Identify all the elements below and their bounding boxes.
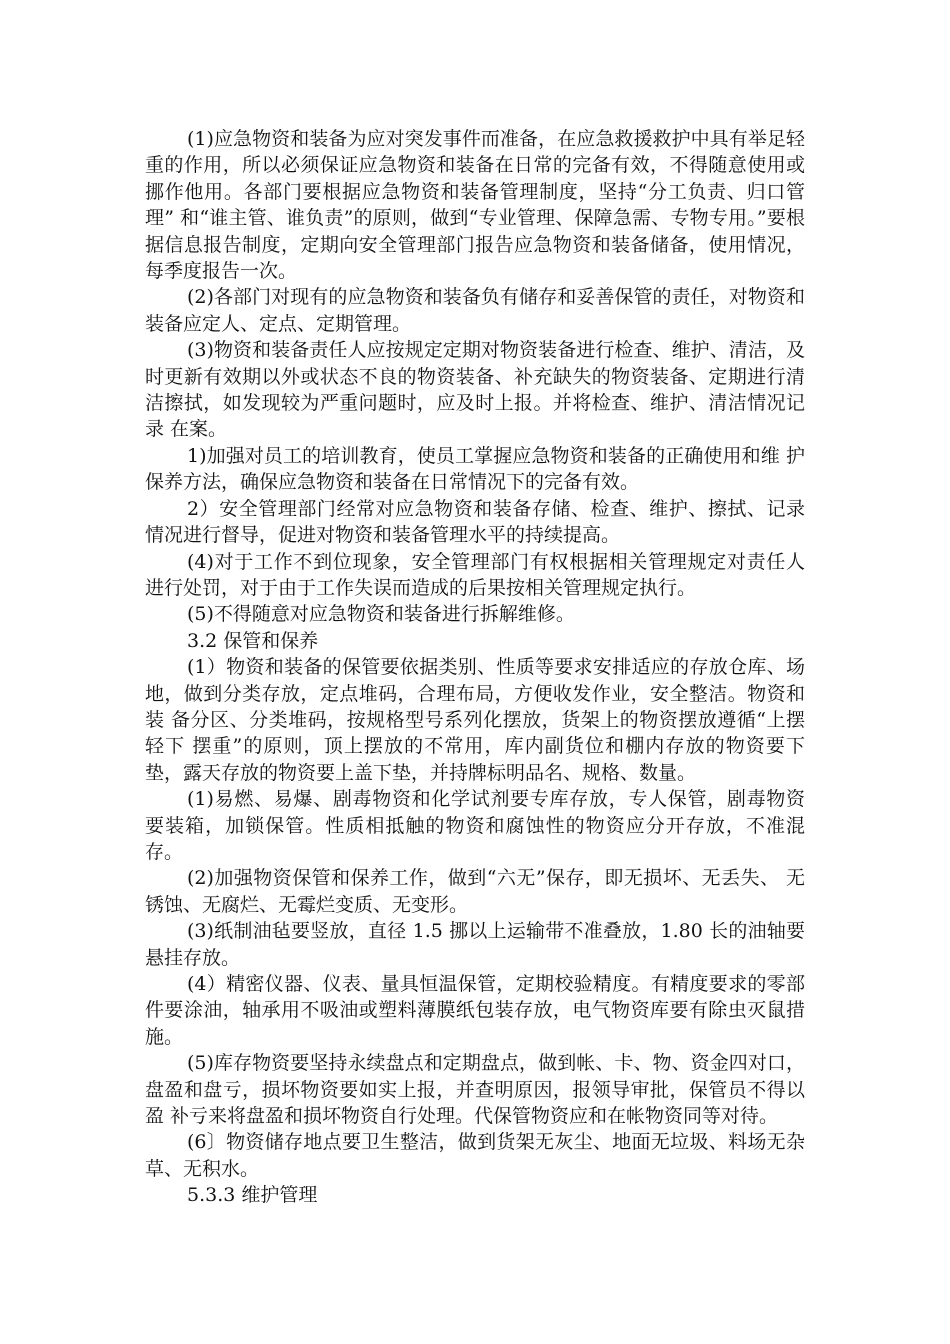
paragraph-13: (4）精密仪器、仪表、量具恒温保管，定期校验精度。有精度要求的零部件要涂油，轴承用不吸油或塑料薄膜纸包装存放，电气物资库要有除虫灭鼠措施。 — [145, 973, 805, 1048]
paragraph-3: (3)物资和装备责任人应按规定定期对物资装备进行检查、维护、清洁，及时更新有效期以外或状态不良的物资装备、补充缺失的物资装备、定期进行清 洁擦拭，如发现较为严重问题时，应及时上报。并将检查、维护、清洁情况记录 在案。 — [145, 339, 805, 441]
paragraph-12: (3)纸制油毡要竖放，直径 1.5 挪以上运输带不准叠放，1.80 长的油轴要悬挂存放。 — [145, 920, 805, 969]
section-heading-3-2: 3.2 保管和保养 — [187, 629, 319, 652]
paragraph-14: (5)库存物资要坚持永续盘点和定期盘点，做到帐、卡、物、资金四对口，盘盈和盘亏，损坏物资要如实上报，并查明原因，报领导审批，保管员不得以盈 补亏来将盘盈和损坏物资自行处理。代保管物资应和在帐物资同等对待。 — [145, 1052, 805, 1128]
paragraph-9: (1）物资和装备的保管要依据类别、性质等要求安排适应的存放仓库、场 地，做到分类存放，定点堆码，合理布局，方便收发作业，安全整洁。物资和装 备分区、分类堆码，按规格型号系列化摆放，货架上的物资摆放遵循“上摆轻下 摆重”的原则，顶上摆放的不常用，库内副货位和棚内存放的物资要下垫，露天存放的物资要上盖下垫，并持牌标明品名、规格、数量。 — [145, 656, 805, 784]
paragraph-1: (1)应急物资和装备为应对突发事件而准备，在应急救援救护中具有举足轻重的作用，所以必须保证应急物资和装备在日常的完备有效，不得随意使用或挪作他用。各部门要根据应急物资和装备管理制度，坚持“分工负责、归口管理” 和“谁主管、谁负责”的原则，做到“专业管理、保障急需、专物专用。”要根据信息报告制度，定期向安全管理部门报告应急物资和装备储备，使用情况，每季度报告一次。 — [145, 128, 805, 283]
document-body — [145, 126, 805, 1209]
paragraph-5: 2）安全管理部门经常对应急物资和装备存储、检查、维护、擦拭、记录 情况进行督导，促进对物资和装备管理水平的持续提高。 — [145, 497, 805, 547]
paragraph-15: (6〕物资储存地点要卫生整洁，做到货架无灰尘、地面无垃圾、料场无杂 草、无积水。 — [145, 1131, 805, 1180]
paragraph-4: 1)加强对员工的培训教育，使员工掌握应急物资和装备的正确使用和维 护保养方法，确保应急物资和装备在日常情况下的完备有效。 — [145, 444, 805, 494]
paragraph-10: (1)易燃、易爆、剧毒物资和化学试剂要专库存放，专人保管，剧毒物资 要装箱，加锁保管。性质相抵触的物资和腐蚀性的物资应分开存放，不准混存。 — [145, 788, 805, 863]
paragraph-7: (5)不得随意对应急物资和装备进行拆解维修。 — [187, 603, 575, 626]
paragraph-11: (2)加强物资保管和保养工作，做到“六无”保存，即无损坏、无丢失、 无锈蚀、无腐烂、无霉烂变质、无变形。 — [145, 867, 805, 916]
section-heading-5-3-3: 5.3.3 维护管理 — [187, 1184, 318, 1207]
paragraph-2: (2)各部门对现有的应急物资和装备负有储存和妥善保管的责任，对物资和装备应定人、定点、定期管理。 — [145, 286, 805, 335]
paragraph-6: (4)对于工作不到位现象，安全管理部门有权根据相关管理规定对责任人 进行处罚，对于由于工作失误而造成的后果按相关管理规定执行。 — [145, 550, 805, 599]
